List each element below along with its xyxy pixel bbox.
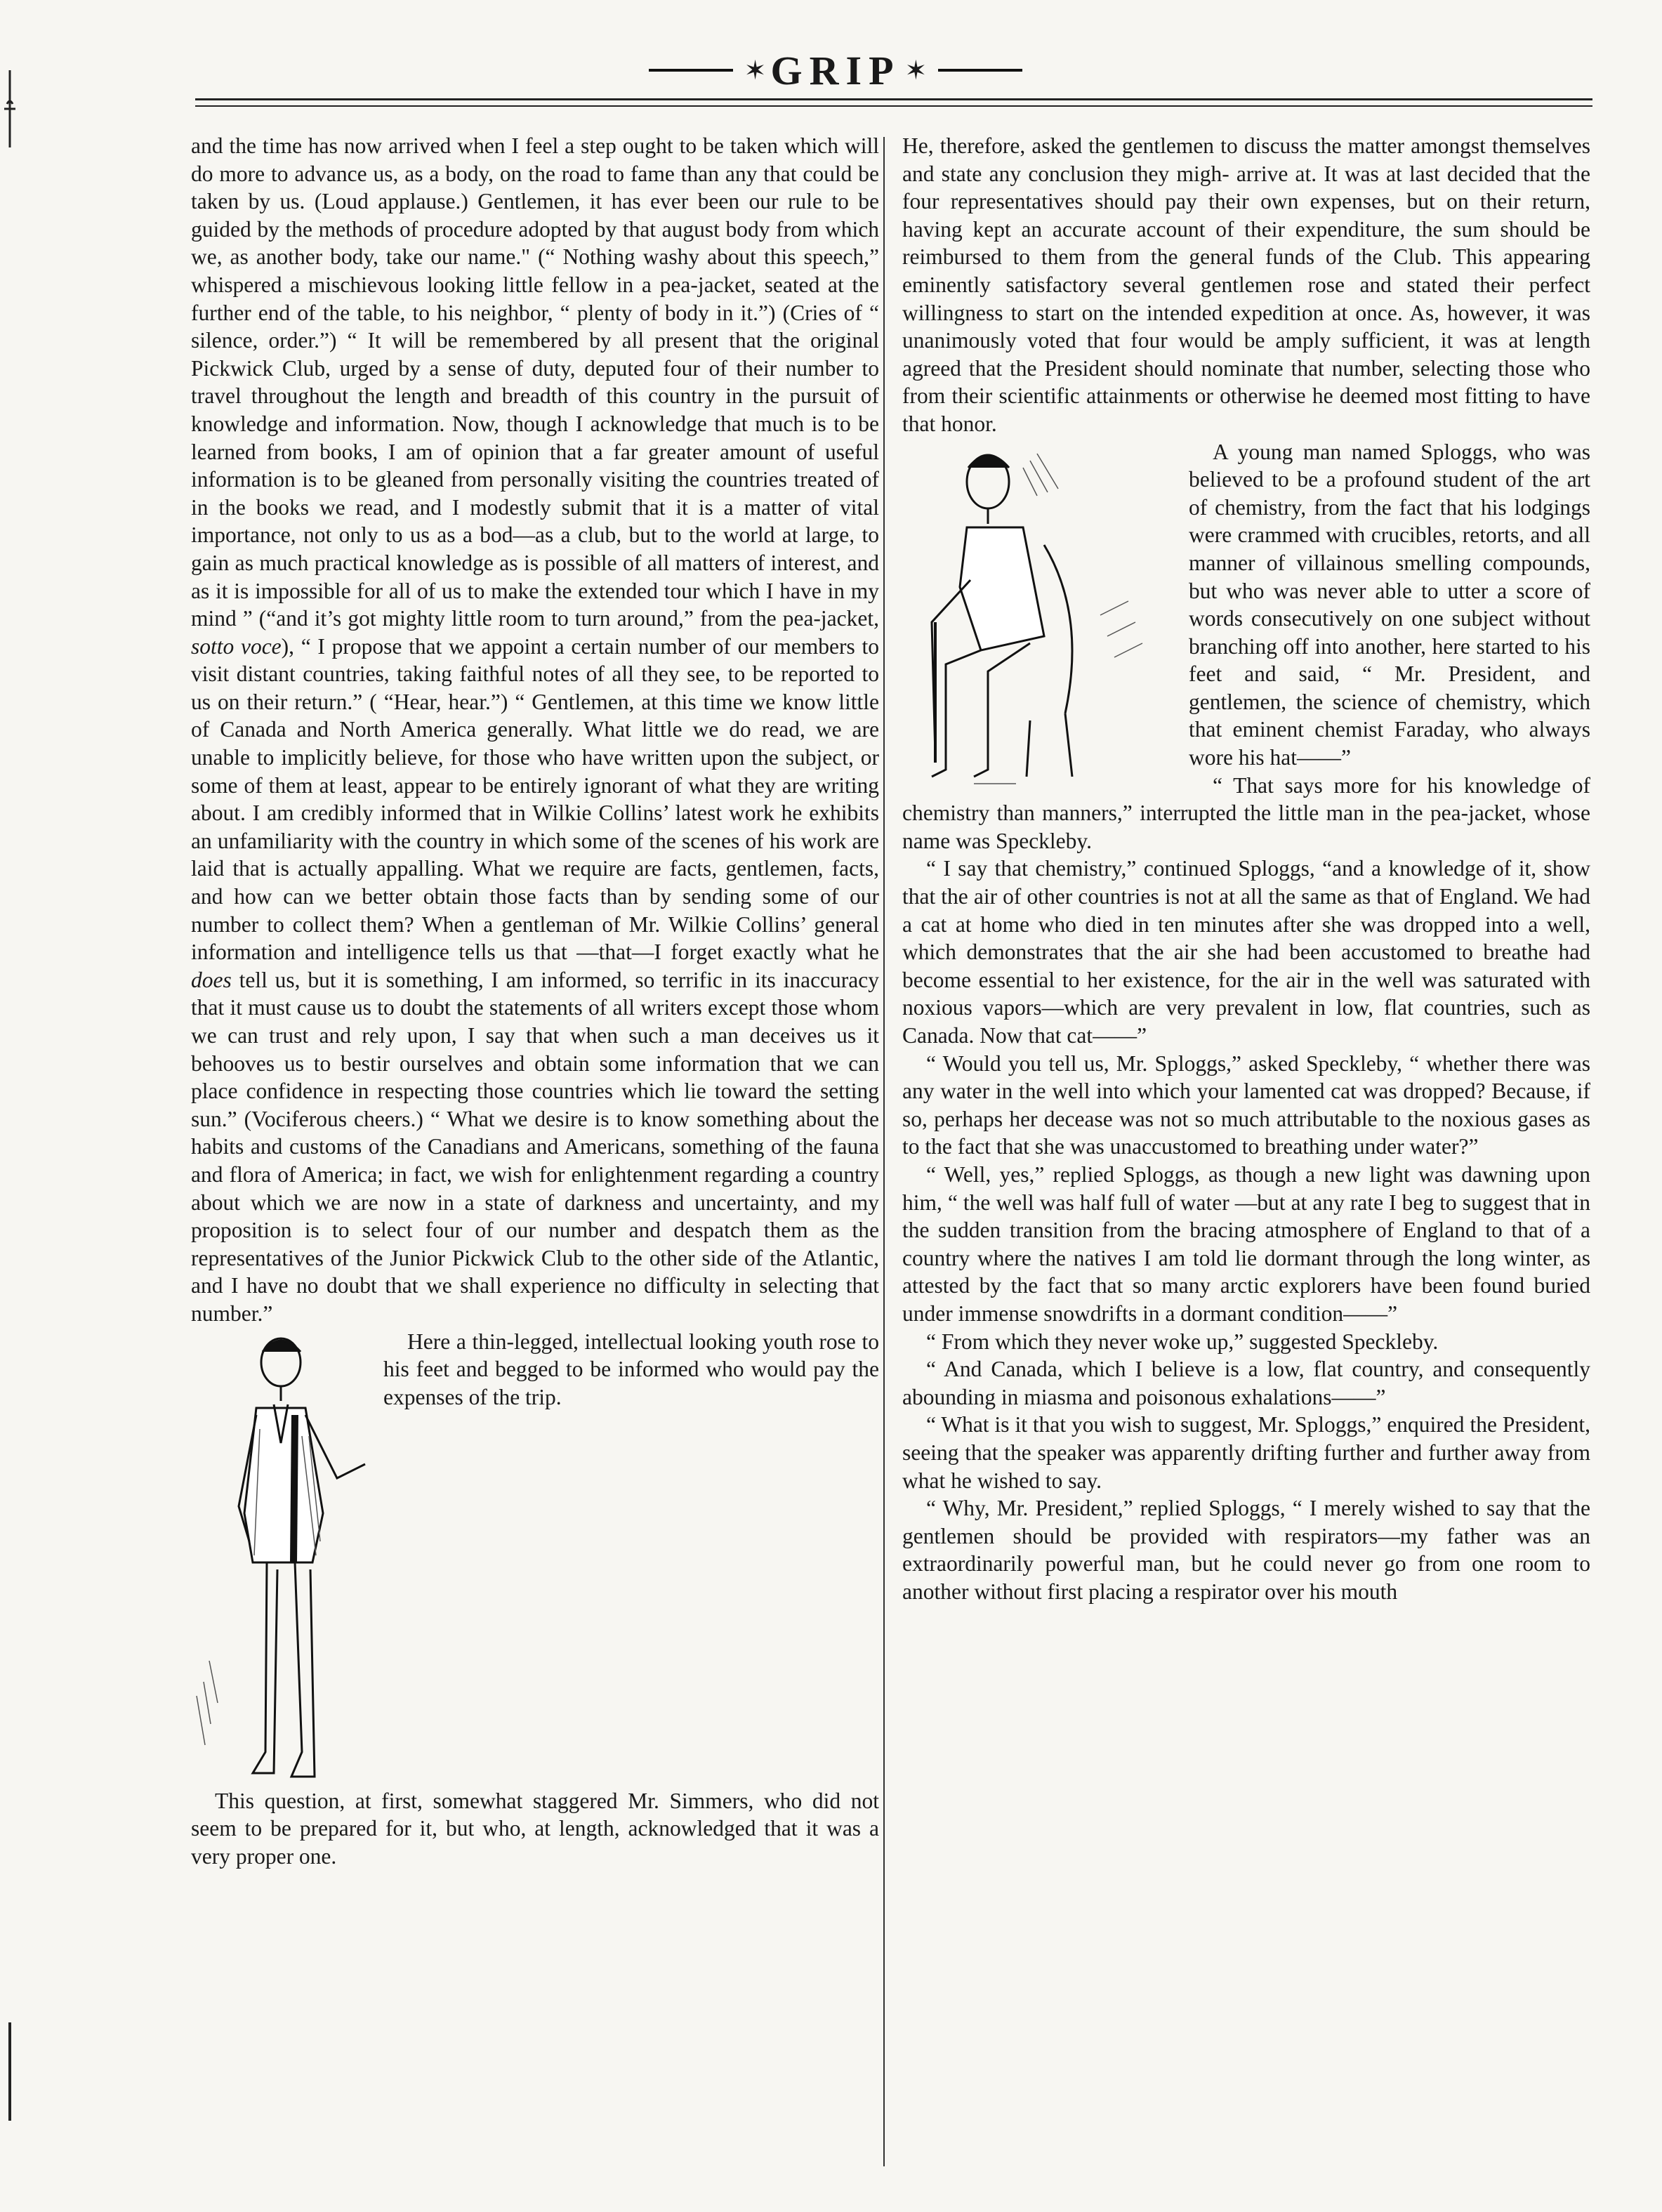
header-rule: [195, 105, 1592, 107]
paragraph: [902, 1411, 1590, 1494]
paragraph-text: “ Well, yes,” replied Sploggs, as though a new light was dawning upon him, “ the well was half full of water —but at any rate I beg to suggest that in the sudden transition from the bracing atmosphere of England to that of a country where the natives I am told lie dormant through the long winter, as attested by the fact that so many arctic explorers have been found buried under immense snowdrifts in a dormant condition——”: [902, 1161, 1590, 1326]
paragraph-text: “ That says more for his knowledge of chemistry than manners,” interrupted the little man in the pea-jacket, whose name was Speckleby.: [902, 772, 1590, 853]
right-column: [902, 132, 1590, 2168]
paragraph-text: “ Would you tell us, Mr. Sploggs,” asked Speckleby, “ whether there was any water in the well into which your lamented cat was dropped? Because, if so, perhaps her decease was not so much attributable to the noxious gases as to the fact that she was unaccustomed to breathing under water?”: [902, 1051, 1590, 1159]
italic-text: does: [191, 967, 232, 992]
paragraph: [191, 132, 879, 1328]
masthead: [190, 42, 1482, 98]
margin-bracket-icon: [0, 70, 21, 147]
illustration-seated-man: [904, 440, 1178, 794]
column-divider: [883, 137, 885, 2166]
paragraph-text: tell us, but it is something, I am informed, so terrific in its inaccuracy that it must cause us to doubt the statements of all writers except those whom we can trust and rely upon, I say that when such a man deceives us it behooves us to bestir ourselves and obtain some information that we can place confidence in respecting those countries which lie toward the setting sun.” (Vociferous cheers.) “ What we desire is to know something about the habits and customs of the Canadians and Americans, something of the fauna and flora of America; in fact, we wish for enlightenment regarding a country about which we are now in a state of darkness and uncertainty, and my proposition is to select four of our number and despatch them as the representatives of the Junior Pickwick Club to the other side of the Atlantic, and I have no doubt that we shall experience no difficulty in selecting that number.”: [191, 967, 879, 1326]
paragraph-text: A young man named Sploggs, who was believed to be a profound student of the art of chemistry, from the fact that his lodgings were crammed with crucibles, retorts, and all manner of villainous smelling compounds, but who was never able to utter a score of words consecutively on one subject without branching off into another, here started to his feet and said, “ Mr. President, and gentlemen, the science of chemistry, which that eminent chemist Faraday, who always wore his hat——”: [1189, 439, 1590, 770]
left-column: [191, 132, 879, 2168]
illustration-standing-speaker: [190, 1331, 374, 1787]
paragraph: [902, 1050, 1590, 1161]
margin-bracket-icon: [0, 2022, 21, 2121]
italic-text: sotto voce: [191, 633, 282, 659]
masthead-rule-right: [938, 69, 1022, 72]
paragraph-text: He, therefore, asked the gentlemen to discuss the matter amongst themselves and state any conclusion they migh- arrive at. It was at last decided that the four representatives should pay their own expenses, but on their return, having kept an accurate account of their expenditure, the sum should be reimbursed to them from the general funds of the Club. This appearing eminently satisfactory several gentlemen rose and stated their perfect willingness to start on the intended expedition at once. As, however, it was unanimously voted that four would be amply sufficient, it was at length agreed that the President should nominate that number, selecting those who from their scientific attainments or otherwise he deemed most fitting to have that honor.: [902, 133, 1590, 436]
paragraph-text: ), “ I propose that we appoint a certain number of our members to visit distant countries, taking faithful notes of all they see, to be reported to us on their return.” ( “Hear, hear.”) “ Gentlemen, at this time we know little of Canada and North America generally. What little we do read, we are unable to implicitly believe, for those who have written upon the subject, or some of them at least, appear to be entirely ignorant of what they are writing about. I am credibly informed that in Wilkie Collins’ latest work he exhibits an unfamiliarity with the country in which some of the scenes of his work are laid that is actually appalling. What we require are facts, gentlemen, facts, and how can we better obtain those facts than by sending some of our number to collect them? When a gentleman of Mr. Wilkie Collins’ general information and intelligence tells us that —that—I forget exactly what he: [191, 633, 879, 965]
paragraph: [902, 132, 1590, 438]
paragraph-text: Here a thin-legged, intellectual looking youth rose to his feet and begged to be informed who would pay the expenses of the trip.: [383, 1329, 879, 1409]
paragraph: [191, 1787, 879, 1871]
seated-man-figure-icon: [904, 440, 1178, 794]
paragraph-text: “ Why, Mr. President,” replied Sploggs, “ I merely wished to say that the gentlemen should be provided with respirators—my father was an extraordinarily powerful man, but he could never go from one room to another without first placing a respirator over his mouth: [902, 1496, 1590, 1604]
paragraph-text: “ And Canada, which I believe is a low, flat country, and consequently abounding in miasma and poisonous exhalations——”: [902, 1357, 1590, 1409]
paragraph-text: This question, at first, somewhat staggered Mr. Simmers, who did not seem to be prepared for it, but who, at length, acknowledged that it was a very proper one.: [191, 1788, 879, 1869]
paragraph-text: and the time has now arrived when I feel a step ought to be taken which will do more to advance us, as a body, on the road to fame than any that could be taken by us. (Loud applause.) Gentlemen, it has ever been our rule to be guided by the methods of procedure adopted by that august body from which we, as another body, take our name." (“ Nothing washy about this speech,” whispered a mischievous looking little fellow in a pea-jacket, seated at the further end of the table, to his neighbor, “ plenty of body in it.”) (Cries of “ silence, order.”) “ It will be remembered by all present that the original Pickwick Club, urged by a sense of duty, deputed four of their number to travel throughout the length and breadth of this country in the pursuit of knowledge and information. Now, though I acknowledge that much is to be learned from books, I am of opinion that a far greater amount of useful information is to be gleaned from personally visiting the countries treated of in the books we read, and I modestly submit that it is a matter of vital importance, not only to us as a bod—as a club, but to the world at large, to gain as much practical knowledge as is possible of all matters of interest, and as it is impossible for all of us to make the extended tour which I have in my mind ” (“and it’s got mighty little room to turn around,” from the pea-jacket,: [191, 133, 879, 631]
star-ornament-icon: ✶: [904, 55, 928, 86]
paragraph: [902, 1355, 1590, 1411]
standing-man-figure-icon: [190, 1331, 374, 1787]
star-ornament-icon: ✶: [744, 55, 767, 86]
paragraph: [902, 1161, 1590, 1328]
header-rule: [195, 98, 1592, 100]
paragraph-text: “ I say that chemistry,” continued Sploggs, “and a knowledge of it, show that the air of other countries is not at all the same as that of England. We had a cat at home who died in ten minutes after she was dropped into a well, which demonstrates that the air she had been accustomed to breathe had become essential to her existence, for the air in the well was saturated with noxious vapors—which are very prevalent in low, flat countries, such as Canada. Now that cat——”: [902, 856, 1590, 1048]
paragraph-text: “ From which they never woke up,” suggested Speckleby.: [926, 1329, 1439, 1354]
masthead-rule-left: [649, 69, 733, 72]
paragraph-text: “ What is it that you wish to suggest, Mr. Sploggs,” enquired the President, seeing that the speaker was apparently drifting further and further away from what he wished to say.: [902, 1412, 1590, 1493]
paragraph: [902, 1494, 1590, 1605]
masthead-title: GRIP: [770, 47, 901, 93]
paragraph: [902, 1328, 1590, 1356]
paragraph: [902, 855, 1590, 1049]
